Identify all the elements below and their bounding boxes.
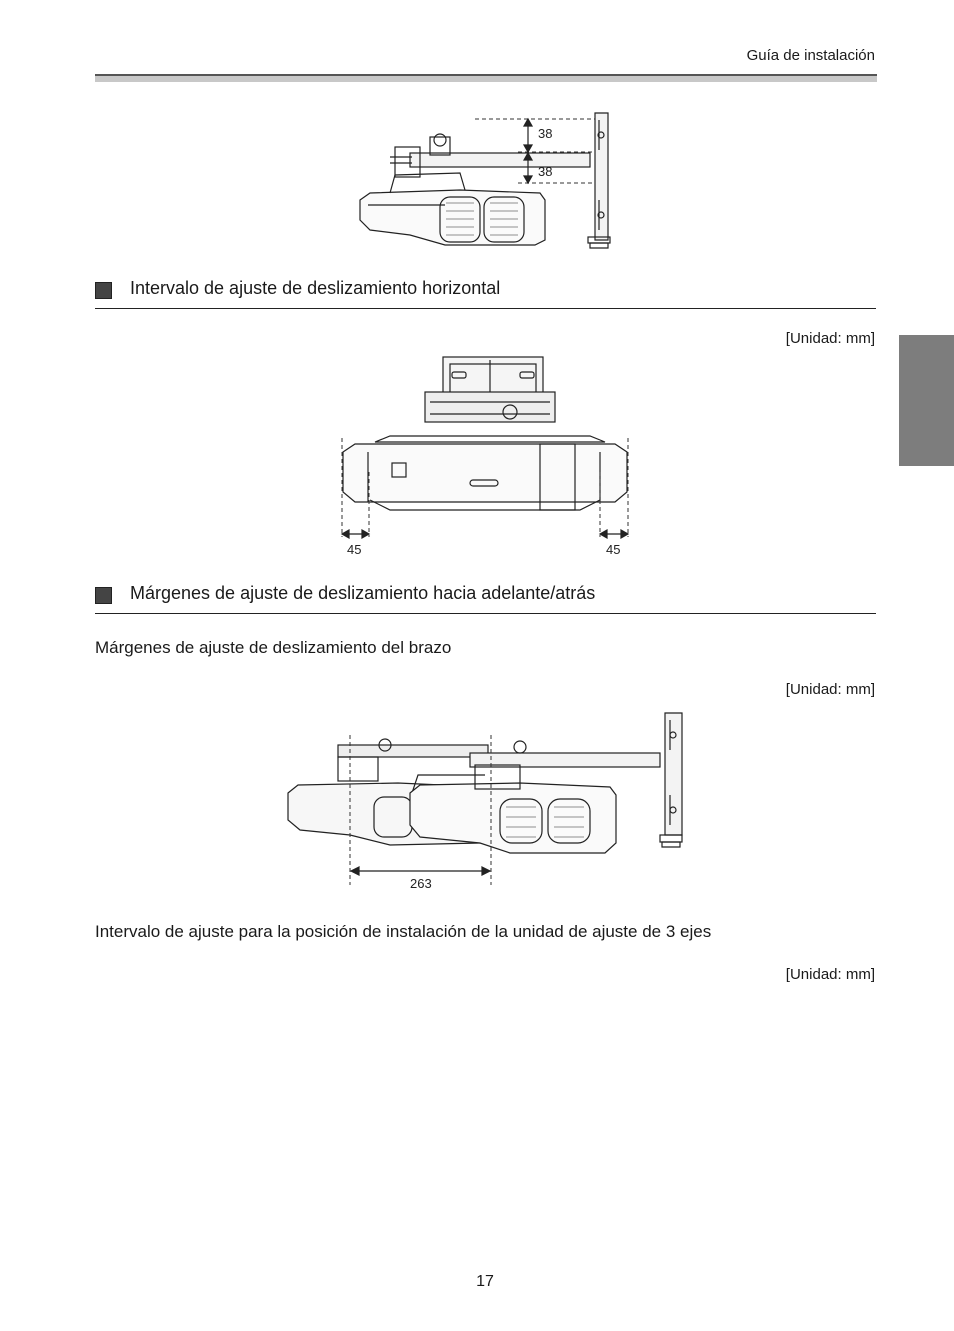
- unit-label: [Unidad: mm]: [785, 681, 875, 698]
- section-heading-text: Márgenes de ajuste de deslizamiento hacia adelante/atrás: [130, 583, 596, 603]
- dim-label-top: 38: [538, 126, 553, 141]
- figure-horizontal-adjust: [330, 352, 640, 562]
- subsection-arm-slide: Márgenes de ajuste de deslizamiento del brazo: [95, 638, 452, 657]
- unit-label: [Unidad: mm]: [785, 330, 875, 347]
- dim-label-left: 45: [347, 542, 362, 557]
- heading-square-icon: [95, 282, 112, 299]
- dim-label-right: 45: [606, 542, 621, 557]
- heading-square-icon: [95, 587, 112, 604]
- subsection-3axis-position: Intervalo de ajuste para la posición de instalación de la unidad de ajuste de 3 ejes: [95, 922, 712, 941]
- unit-label: [Unidad: mm]: [785, 966, 875, 983]
- section-heading-horizontal: [95, 278, 876, 309]
- header-rule: [95, 74, 877, 82]
- header-title: Guía de instalación: [746, 47, 875, 64]
- section-heading-forward-back: [95, 583, 876, 614]
- section-heading-text: Intervalo de ajuste de deslizamiento horizontal: [130, 278, 501, 298]
- side-tab: [899, 335, 954, 466]
- figure-vertical-adjust: [350, 105, 620, 255]
- page-number: 17: [476, 1273, 494, 1290]
- dim-label-bottom: 38: [538, 164, 553, 179]
- dim-label: 263: [410, 876, 432, 891]
- figure-arm-slide: [280, 705, 700, 895]
